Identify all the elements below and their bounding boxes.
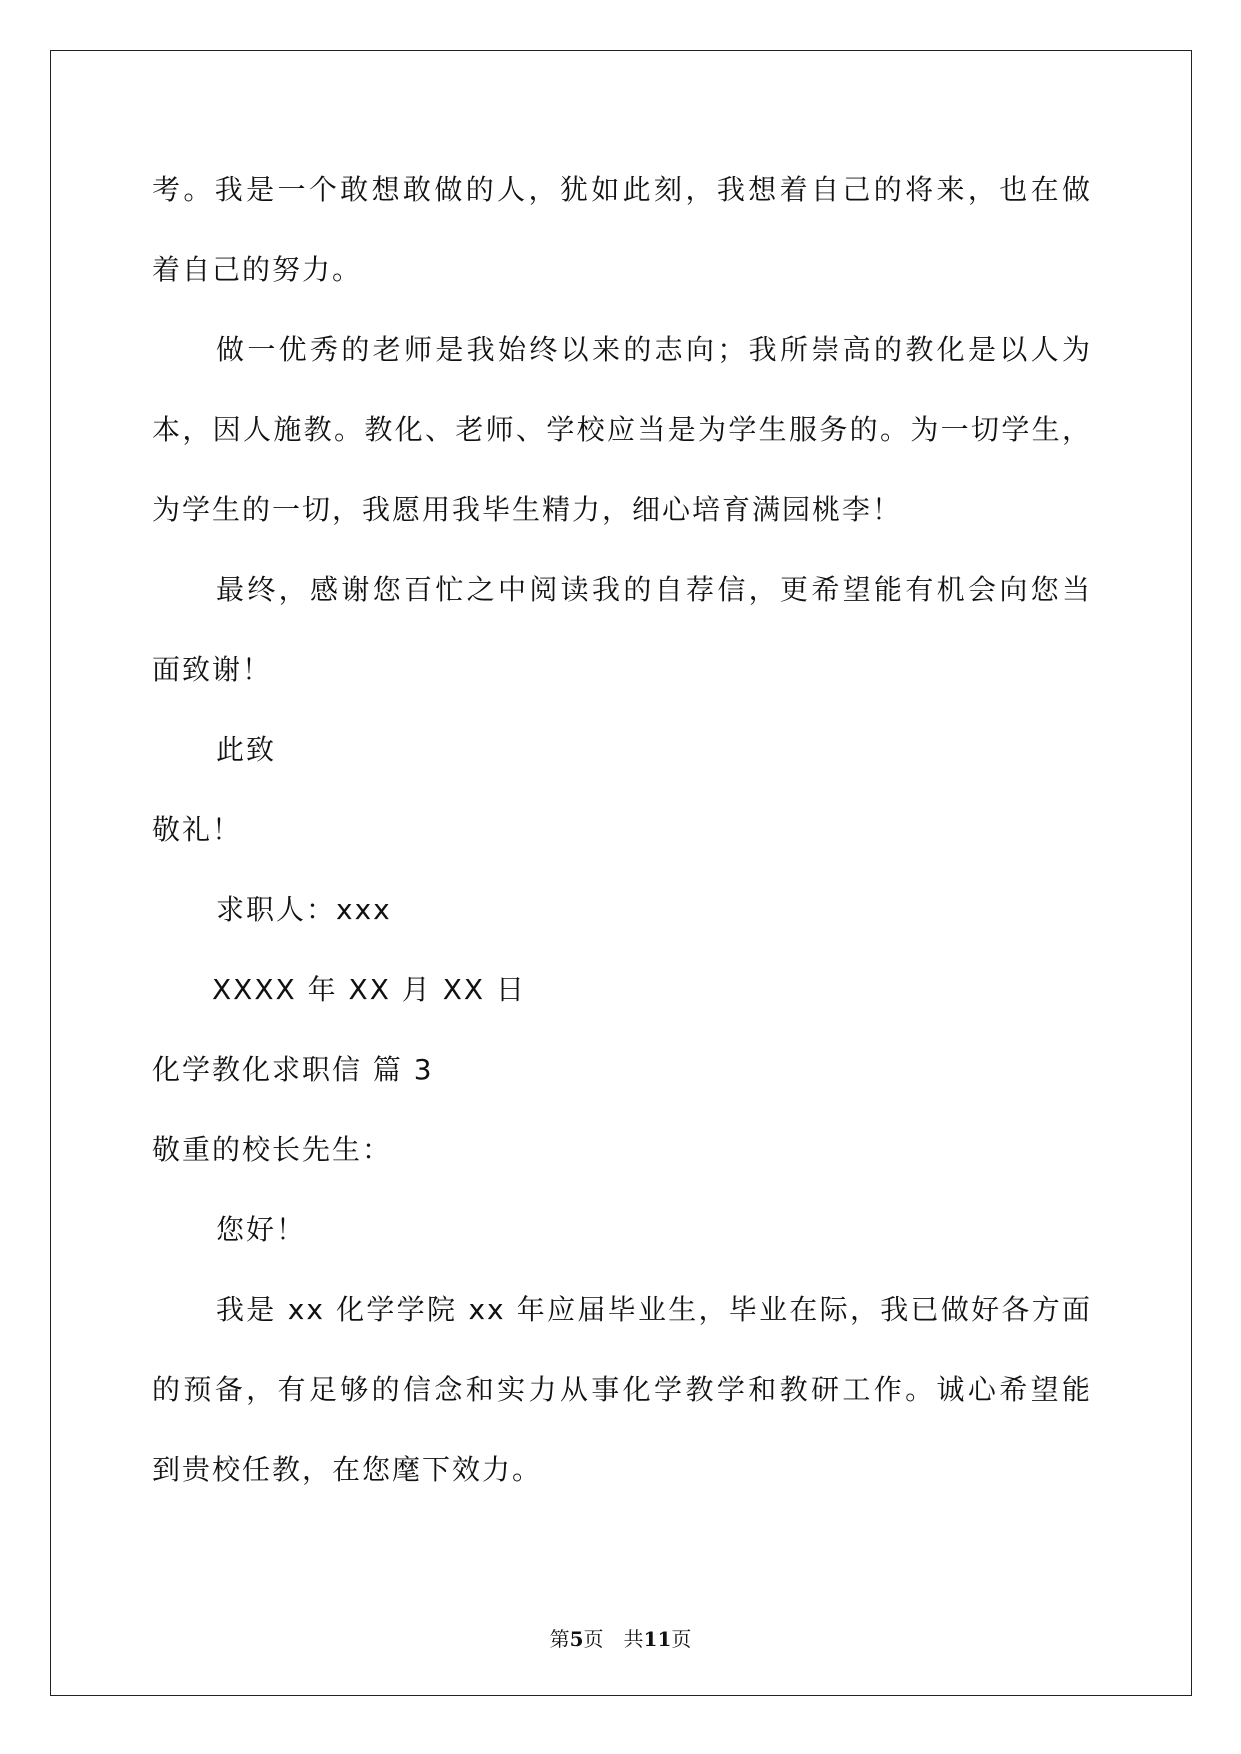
letter-date: XXXX 年 XX 月 XX 日 — [212, 973, 526, 1006]
letter-hello: 您好！ — [216, 1213, 307, 1246]
paragraph-line: 做一优秀的老师是我始终以来的志向；我所崇高的教化是以人为 — [216, 333, 1092, 366]
paragraph-line: 面致谢！ — [152, 653, 273, 686]
paragraph-line: 本，因人施教。教化、老师、学校应当是为学生服务的。为一切学生， — [152, 413, 1092, 446]
paragraph-line: 的预备，有足够的信念和实力从事化学教学和教研工作。诚心希望能 — [152, 1373, 1092, 1406]
total-page-count: 11 — [643, 1627, 672, 1651]
paragraph-line: 着自己的努力。 — [152, 253, 363, 286]
paragraph-line: 到贵校任教，在您麾下效力。 — [152, 1453, 543, 1486]
closing-regards: 敬礼！ — [152, 813, 243, 846]
page-border — [50, 50, 1192, 1696]
footer-prefix: 第 — [549, 1627, 570, 1651]
paragraph-line: 考。我是一个敢想敢做的人，犹如此刻，我想着自己的将来，也在做 — [152, 173, 1092, 206]
footer-suffix: 页 — [671, 1627, 692, 1651]
letter-greeting: 敬重的校长先生： — [152, 1133, 393, 1166]
section-heading: 化学教化求职信 篇 3 — [152, 1053, 434, 1086]
footer-mid: 页 共 — [583, 1627, 644, 1651]
page-footer — [0, 1623, 1241, 1652]
closing-salutation: 此致 — [216, 733, 277, 766]
paragraph-line: 为学生的一切，我愿用我毕生精力，细心培育满园桃李！ — [152, 493, 903, 526]
applicant-signature: 求职人：xxx — [216, 893, 392, 926]
current-page-number: 5 — [569, 1627, 584, 1651]
paragraph-line: 我是 xx 化学学院 xx 年应届毕业生，毕业在际，我已做好各方面 — [216, 1293, 1092, 1326]
paragraph-line: 最终，感谢您百忙之中阅读我的自荐信，更希望能有机会向您当 — [216, 573, 1092, 606]
